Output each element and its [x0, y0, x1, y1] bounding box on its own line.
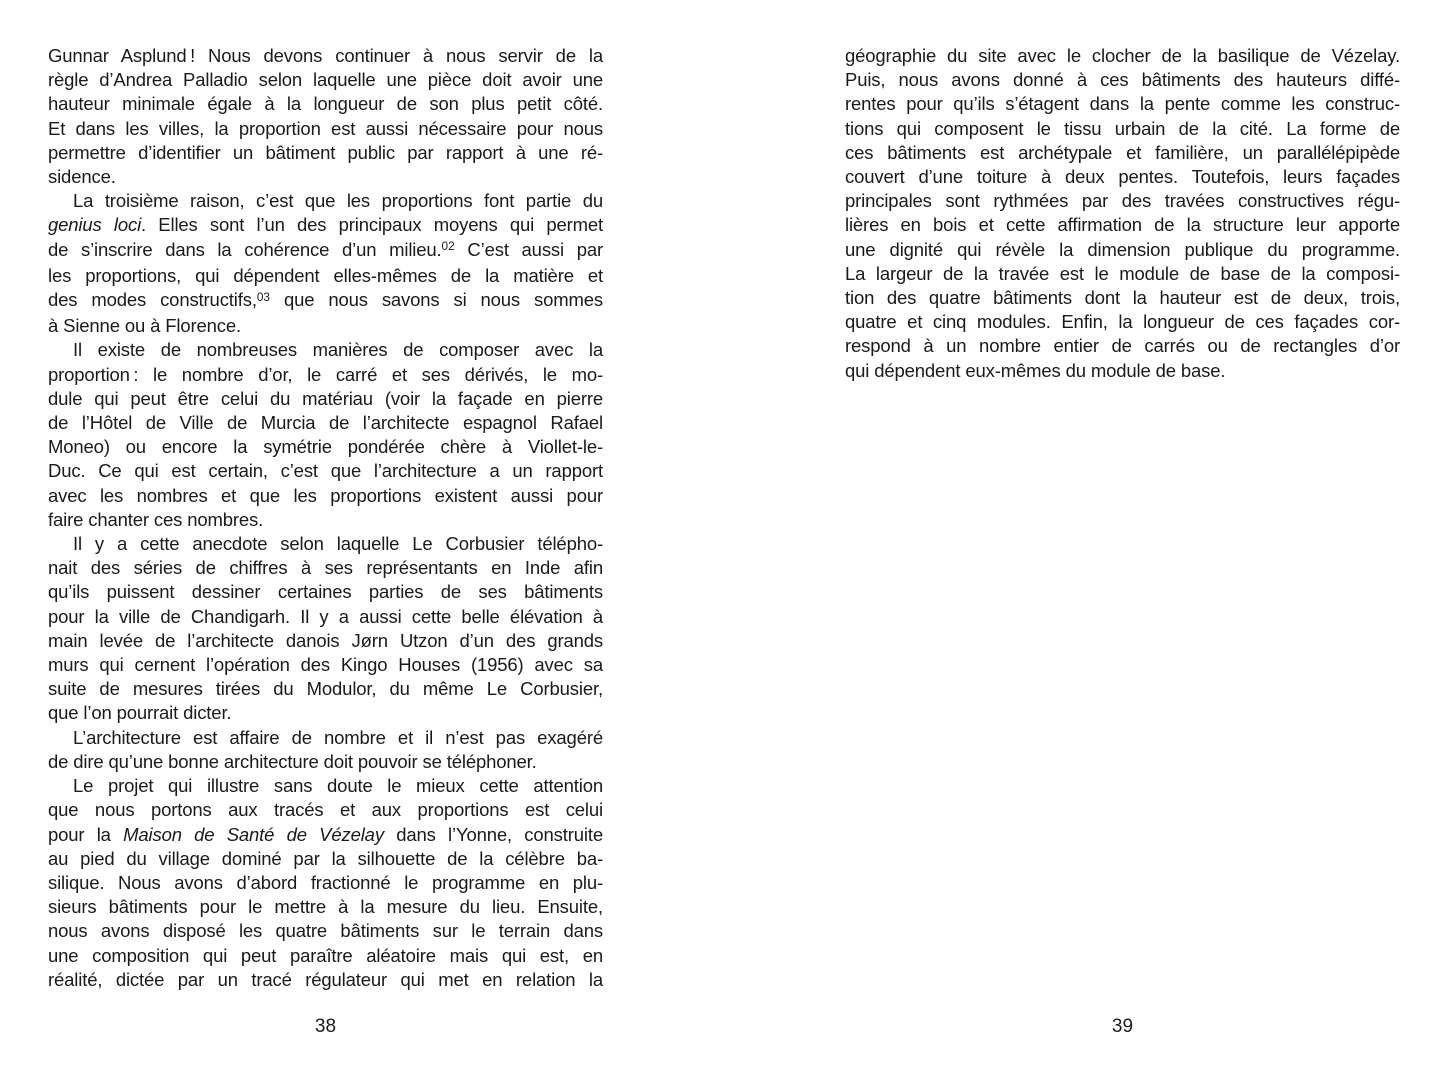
text-line: murs qui cernent l’opération des Kingo Houses (1956) avec sa	[48, 654, 603, 676]
text-line: Duc. Ce qui est certain, c’est que l’architecture a un rapport	[48, 460, 603, 482]
text-line: Puis, nous avons donné à ces bâtiments des hauteurs diffé-	[845, 69, 1400, 91]
text-line: sieurs bâtiments pour le mettre à la mesure du lieu. Ensuite,	[48, 896, 603, 918]
text-line: principales sont rythmées par des travées constructives régu-	[845, 190, 1400, 212]
text-line: que nous portons aux tracés et aux proportions est celui	[48, 799, 603, 821]
text-line: les proportions, qui dépendent elles-mêmes de la matière et	[48, 264, 603, 286]
page-number-left: 38	[314, 1016, 337, 1037]
paragraph	[48, 338, 603, 532]
text-line: de l’Hôtel de Ville de Murcia de l’architecte espagnol Rafael	[48, 412, 603, 434]
text-line: permettre d’identifier un bâtiment public par rapport à une ré-	[48, 141, 603, 163]
text-line: quatre et cinq modules. Enfin, la longueur de ces façades cor-	[845, 311, 1400, 333]
text-line: une composition qui peut paraître aléatoire mais qui est, en	[48, 944, 603, 966]
text-line: à Sienne ou à Florence.	[48, 315, 241, 337]
text-line: de s’inscrire dans la cohérence d’un milieu.$^{02}$ C’est aussi par	[48, 238, 603, 260]
text-line: sidence.	[48, 166, 116, 188]
text-line: La troisième raison, c’est que les proportions font partie du	[73, 190, 603, 212]
paragraph	[48, 44, 603, 189]
page-number-right: 39	[1111, 1016, 1134, 1037]
text-line: de dire qu’une bonne architecture doit pouvoir se téléphoner.	[48, 750, 537, 772]
footnote-reference: 03	[256, 289, 270, 304]
text-line: proportion : le nombre d’or, le carré et ses dérivés, le mo-	[48, 363, 603, 385]
text-line: Gunnar Asplund ! Nous devons continuer à nous servir de la	[48, 45, 603, 66]
left-page-text-column	[48, 44, 603, 992]
text-line: Moneo) ou encore la symétrie pondérée chère à Viollet-le-	[48, 436, 603, 458]
paragraph	[48, 189, 603, 338]
text-line: silique. Nous avons d’abord fractionné le programme en plu-	[48, 871, 603, 893]
text-line: des modes constructifs,$^{03}$ que nous savons si nous sommes	[48, 289, 603, 311]
paragraph	[48, 774, 603, 992]
paragraph	[48, 532, 603, 726]
text-line: qui dépendent eux-mêmes du module de base.	[845, 359, 1226, 381]
italic-phrase: Maison de Santé de Vézelay	[123, 823, 384, 845]
text-line: Il existe de nombreuses manières de composer avec la	[73, 339, 603, 361]
text-line: suite de mesures tirées du Modulor, du même Le Corbusier,	[48, 678, 603, 700]
text-line: nous avons disposé les quatre bâtiments sur le terrain dans	[48, 920, 603, 942]
text-line: avec les nombres et que les proportions existent aussi pour	[48, 484, 603, 506]
text-line: pour la ville de Chandigarh. Il y a aussi cette belle élévation à	[48, 605, 603, 627]
text-line: tion des quatre bâtiments dont la hauteur est de deux, trois,	[845, 287, 1400, 309]
text-line: que l’on pourrait dicter.	[48, 702, 232, 724]
text-line: rentes pour qu’ils s’étagent dans la pente comme les construc-	[845, 93, 1400, 115]
text-line: main levée de l’architecte danois Jørn Utzon d’un des grands	[48, 629, 603, 651]
text-line: au pied du village dominé par la silhouette de la célèbre ba-	[48, 847, 603, 869]
text-line: une dignité qui révèle la dimension publique du programme.	[845, 238, 1400, 260]
text-line: réalité, dictée par un tracé régulateur qui met en relation la	[48, 968, 603, 990]
text-line: tions qui composent le tissu urbain de la cité. La forme de	[845, 117, 1400, 139]
right-page-text-column	[845, 44, 1400, 383]
text-line: couvert d’une toiture à deux pentes. Toutefois, leurs façades	[845, 166, 1400, 188]
italic-phrase: genius loci	[48, 214, 142, 236]
paragraph	[48, 726, 603, 774]
text-line: Et dans les villes, la proportion est aussi nécessaire pour nous	[48, 117, 603, 139]
text-line: qu’ils puissent dessiner certaines parties de ses bâtiments	[48, 581, 603, 603]
text-line: Le projet qui illustre sans doute le mieux cette attention	[73, 775, 603, 797]
text-line: respond à un nombre entier de carrés ou de rectangles d’or	[845, 335, 1400, 357]
text-line: Il y a cette anecdote selon laquelle Le Corbusier télépho-	[73, 533, 603, 555]
text-line: genius loci. Elles sont l’un des principaux moyens qui permet	[48, 214, 604, 236]
text-line: La largeur de la travée est le module de base de la composi-	[845, 262, 1400, 284]
text-line: pour la Maison de Santé de Vézelay dans l’Yonne, construite	[48, 823, 603, 845]
text-line: nait des séries de chiffres à ses représentants en Inde afin	[48, 557, 603, 579]
text-line: dule qui peut être celui du matériau (voir la façade en pierre	[48, 387, 603, 409]
footnote-reference: 02	[441, 239, 455, 254]
text-line: géographie du site avec le clocher de la basilique de Vézelay.	[845, 45, 1400, 66]
text-line: hauteur minimale égale à la longueur de son plus petit côté.	[48, 93, 603, 115]
text-line: règle d’Andrea Palladio selon laquelle une pièce doit avoir une	[48, 69, 603, 91]
text-line: L’architecture est affaire de nombre et il n’est pas exagéré	[73, 726, 603, 748]
paragraph	[845, 44, 1400, 383]
text-line: ces bâtiments est archétypale et familière, un parallélépipède	[845, 141, 1400, 163]
text-line: faire chanter ces nombres.	[48, 508, 264, 530]
text-line: lières en bois et cette affirmation de la structure leur apporte	[845, 214, 1400, 236]
